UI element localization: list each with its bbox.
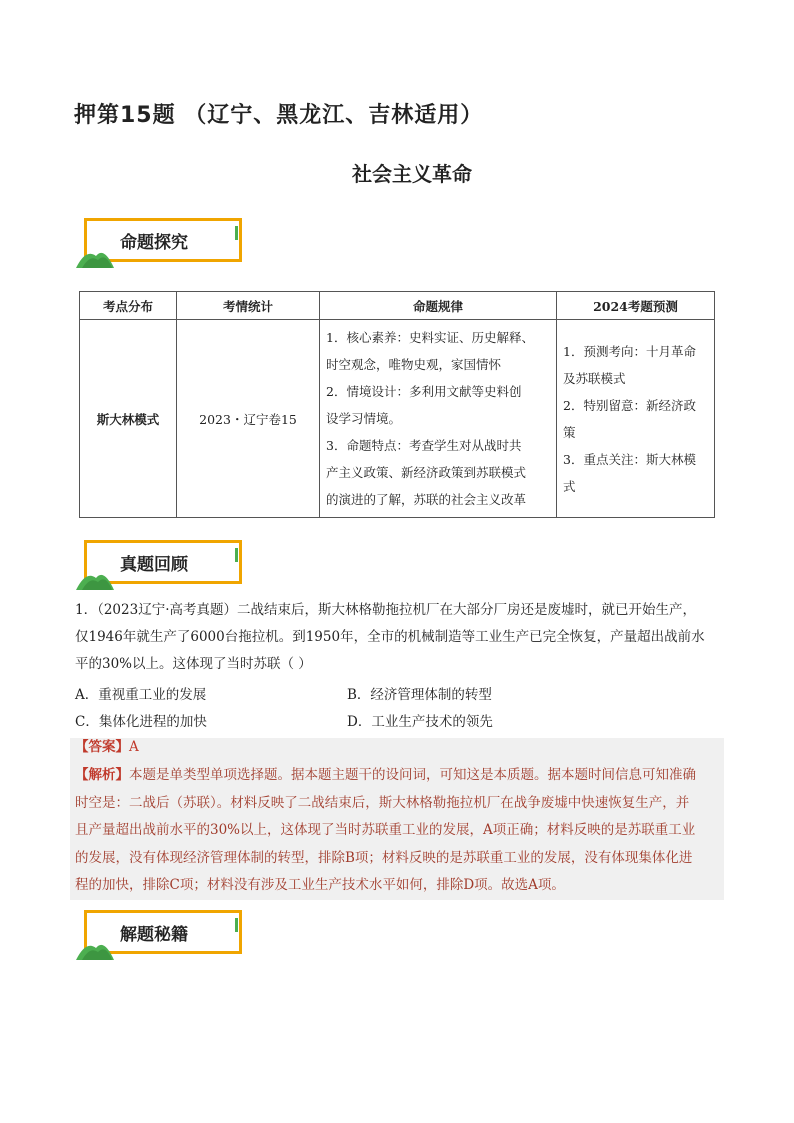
rule-line: 产主义政策、新经济政策到苏联模式 bbox=[326, 465, 527, 480]
info-table bbox=[79, 291, 715, 518]
explanation-tag: 【解析】 bbox=[75, 767, 129, 783]
rule-line: 2．情境设计：多利用文献等史料创 bbox=[326, 384, 522, 399]
predict-line: 1．预测考向：十月革命 bbox=[563, 343, 696, 359]
table-header: 考点分布 bbox=[80, 292, 177, 320]
table-row bbox=[80, 320, 715, 518]
predict-line: 式 bbox=[563, 478, 576, 494]
explanation-line: 且产量超出战前水平的30%以上，这体现了当时苏联重工业的发展，A项正确；材料反映的是苏联重工业 bbox=[75, 822, 696, 838]
option-c: C．集体化进程的加快 bbox=[75, 714, 207, 730]
table-header: 考情统计 bbox=[177, 292, 320, 320]
section-label: 解题秘籍 bbox=[120, 925, 188, 945]
rule-line: 时空观念，唯物史观，家国情怀 bbox=[326, 357, 502, 372]
hills-icon bbox=[76, 936, 116, 960]
question-text bbox=[75, 597, 725, 678]
question-line: 平的30%以上。这体现了当时苏联（ ） bbox=[75, 656, 312, 672]
answer-value: A bbox=[129, 739, 139, 755]
option-a: A．重视重工业的发展 bbox=[75, 687, 207, 703]
explanation bbox=[75, 762, 721, 900]
section-header-mingti bbox=[76, 218, 248, 266]
page-subtitle: 社会主义革命 bbox=[352, 162, 472, 186]
option-b: B．经济管理体制的转型 bbox=[347, 687, 492, 703]
predict-line: 及苏联模式 bbox=[563, 370, 626, 386]
answer-line bbox=[75, 738, 139, 756]
section-label: 真题回顾 bbox=[120, 555, 188, 575]
predict-line: 2．特别留意：新经济政 bbox=[563, 397, 696, 413]
hills-icon bbox=[76, 244, 116, 268]
rule-line: 设学习情境。 bbox=[326, 411, 402, 426]
section-header-jieti bbox=[76, 910, 248, 958]
question-line: 1．（2023辽宁·高考真题）二战结束后，斯大林格勒拖拉机厂在大部分厂房还是废墟时，就已开始生产， bbox=[75, 602, 696, 618]
section-header-zhenti bbox=[76, 540, 248, 588]
answer-tag: 【答案】 bbox=[75, 739, 129, 755]
option-d: D．工业生产技术的领先 bbox=[347, 714, 493, 730]
section-label: 命题探究 bbox=[120, 233, 188, 253]
stat-cell: 2023・辽宁卷15 bbox=[177, 320, 320, 518]
rule-line: 1．核心素养：史料实证、历史解释、 bbox=[326, 330, 534, 345]
table-header: 2024考题预测 bbox=[557, 292, 715, 320]
rule-line: 3．命题特点：考查学生对从战时共 bbox=[326, 438, 522, 453]
answer-box bbox=[70, 738, 724, 900]
explanation-line: 本题是单类型单项选择题。据本题主题干的设问词，可知这是本质题。据本题时间信息可知准确 bbox=[129, 767, 696, 783]
explanation-line: 时空是：二战后（苏联）。材料反映了二战结束后，斯大林格勒拖拉机厂在战争废墟中快速恢复生产，并 bbox=[75, 794, 690, 811]
predict-cell bbox=[557, 320, 715, 518]
predict-line: 策 bbox=[563, 424, 576, 440]
table-header: 命题规律 bbox=[320, 292, 557, 320]
rule-line: 的演进的了解，苏联的社会主义改革 bbox=[326, 492, 527, 507]
topic-cell: 斯大林模式 bbox=[80, 320, 177, 518]
table-header-row bbox=[80, 292, 715, 320]
hills-icon bbox=[76, 566, 116, 590]
rules-cell bbox=[320, 320, 557, 518]
question-line: 仅1946年就生产了6000台拖拉机。到1950年，全市的机械制造等工业生产已完全恢复，产量超出战前水 bbox=[75, 629, 705, 645]
predict-line: 3．重点关注：斯大林模 bbox=[563, 451, 696, 467]
explanation-line: 的发展，没有体现经济管理体制的转型，排除B项；材料反映的是苏联重工业的发展，没有体现集体化进 bbox=[75, 849, 693, 866]
page-title: 押第15题 （辽宁、黑龙江、吉林适用） bbox=[74, 103, 484, 128]
explanation-line: 程的加快，排除C项；材料没有涉及工业生产技术水平如何，排除D项。故选A项。 bbox=[75, 877, 565, 893]
